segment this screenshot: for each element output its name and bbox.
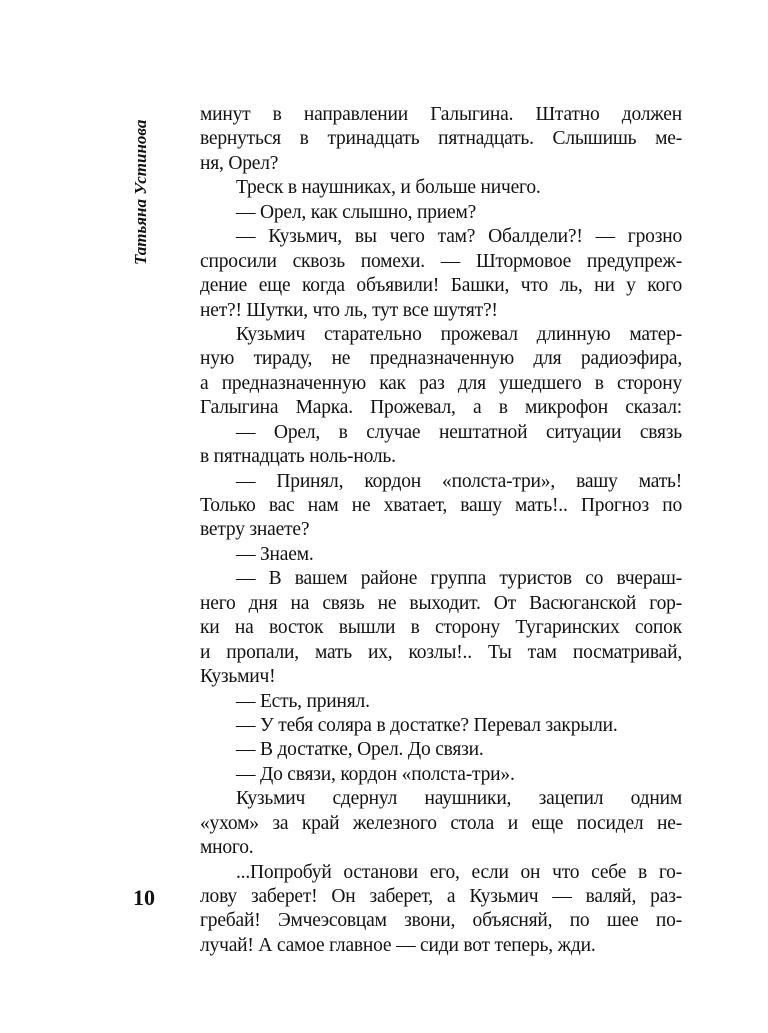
text-line: Кузьмич сдернул наушники, зацепил одним — [236, 788, 682, 810]
text-line: — Орел, в случае нештатной ситуации связь — [236, 421, 682, 443]
running-head: Татьяна Устинова — [131, 119, 150, 265]
text-line: дение еще когда объявили! Башки, что ль, ни у кого — [200, 275, 682, 297]
text-line: — Есть, принял. — [236, 690, 370, 712]
text-line: него дня на связь не выходит. От Васюганской гор- — [200, 592, 682, 614]
text-line: Кузьмич! — [200, 666, 276, 688]
text-line: ня, Орел? — [200, 152, 279, 174]
text-line: и пропали, мать их, козлы!.. Ты там посматривай, — [200, 641, 682, 663]
text-line: ную тираду, не предназначенную для радиоэфира, — [200, 348, 682, 370]
text-line: — В достатке, Орел. До связи. — [236, 739, 484, 761]
text-line: «ухом» за край железного стола и еще посидел не- — [200, 812, 682, 834]
text-line: — В вашем районе группа туристов со вчераш- — [236, 568, 682, 590]
text-line: лучай! А самое главное — сиди вот теперь, жди. — [200, 934, 596, 956]
text-line: ветру знаете? — [200, 519, 310, 541]
text-line: — Принял, кордон «полста-три», вашу мать! — [236, 470, 682, 492]
text-line: Только вас нам не хватает, вашу мать!.. Прогноз по — [200, 495, 682, 516]
text-line: а предназначенную как раз для ушедшего в сторону — [200, 372, 682, 394]
text-line: Галыгина Марка. Прожевал, а в микрофон сказал: — [200, 397, 682, 419]
body-text — [200, 103, 682, 958]
text-line: — Орел, как слышно, прием? — [236, 201, 477, 223]
text-line: Кузьмич старательно прожевал длинную матер- — [236, 323, 682, 345]
text-line: в пятнадцать ноль-ноль. — [200, 446, 396, 468]
text-line: ...Попробуй останови его, если он что себе в го- — [236, 861, 682, 883]
text-line: вернуться в тринадцать пятнадцать. Слышишь ме- — [200, 128, 682, 150]
text-line: — У тебя соляра в достатке? Перевал закрыли. — [236, 714, 618, 736]
text-line: — Кузьмич, вы чего там? Обалдели?! — грозно — [236, 226, 682, 248]
text-line: много. — [200, 837, 254, 859]
text-line: Треск в наушниках, и больше ничего. — [236, 177, 541, 199]
text-line: спросили сквозь помехи. — Штормовое предупреж- — [200, 250, 682, 272]
text-line: минут в направлении Галыгина. Штатно должен — [200, 104, 682, 125]
text-line: ки на восток вышли в сторону Тугаринских сопок — [200, 617, 682, 639]
text-line: лову заберет! Он заберет, а Кузьмич — валяй, раз- — [200, 886, 682, 907]
text-line: — До связи, кордон «полста-три». — [236, 763, 515, 785]
text-line: гребай! Эмчеэсовцам звони, объясняй, по шее по- — [200, 910, 682, 932]
page-number: 10 — [133, 885, 155, 910]
text-line: — Знаем. — [236, 543, 314, 565]
text-line: нет?! Шутки, что ль, тут все шутят?! — [200, 299, 498, 321]
